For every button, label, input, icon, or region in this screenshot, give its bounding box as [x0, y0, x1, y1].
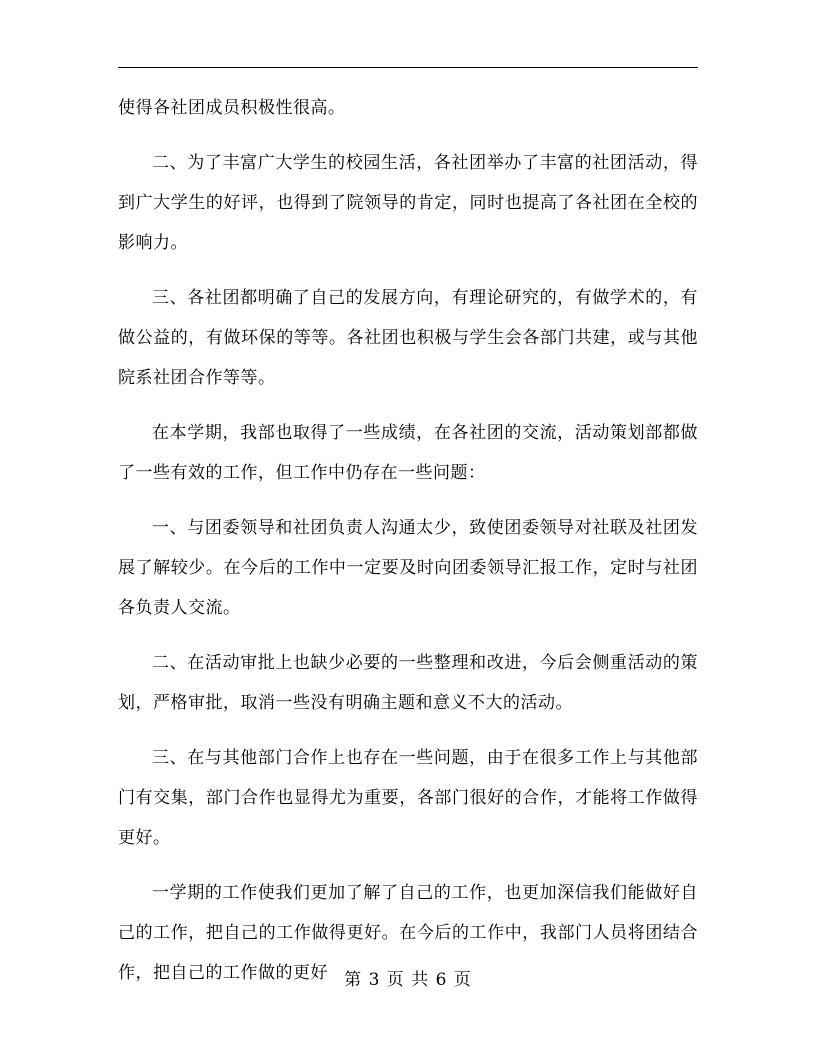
header-rule	[118, 67, 698, 68]
paragraph: 一学期的工作使我们更加了解了自己的工作，也更加深信我们能做好自己的工作，把自己的工作做得更好。在今后的工作中，我部门人员将团结合作，把自己的工作做的更好	[118, 883, 698, 983]
document-body	[118, 88, 698, 1008]
paragraph: 二、为了丰富广大学生的校园生活，各社团举办了丰富的社团活动，得到广大学生的好评，也得到了院领导的肯定，同时也提高了各社团在全校的影响力。	[118, 153, 698, 253]
page-footer	[0, 968, 816, 992]
paragraph: 二、在活动审批上也缺少必要的一些整理和改进，今后会侧重活动的策划，严格审批，取消一些没有明确主题和意义不大的活动。	[118, 653, 698, 713]
paragraph: 三、各社团都明确了自己的发展方向，有理论研究的，有做学术的，有做公益的，有做环保的等等。各社团也积极与学生会各部门共建，或与其他院系社团合作等等。	[118, 288, 698, 388]
paragraph: 一、与团委领导和社团负责人沟通太少，致使团委领导对社联及社团发展了解较少。在今后的工作中一定要及时向团委领导汇报工作，定时与社团各负责人交流。	[118, 518, 698, 618]
paragraph: 在本学期，我部也取得了一些成绩，在各社团的交流，活动策划部都做了一些有效的工作，但工作中仍存在一些问题：	[118, 423, 698, 483]
page-number: 第 3 页 共 6 页	[344, 970, 472, 990]
paragraph: 三、在与其他部门合作上也存在一些问题，由于在很多工作上与其他部门有交集，部门合作也显得尤为重要，各部门很好的合作，才能将工作做得更好。	[118, 748, 698, 848]
paragraph-continuation: 使得各社团成员积极性很高。	[118, 98, 346, 118]
